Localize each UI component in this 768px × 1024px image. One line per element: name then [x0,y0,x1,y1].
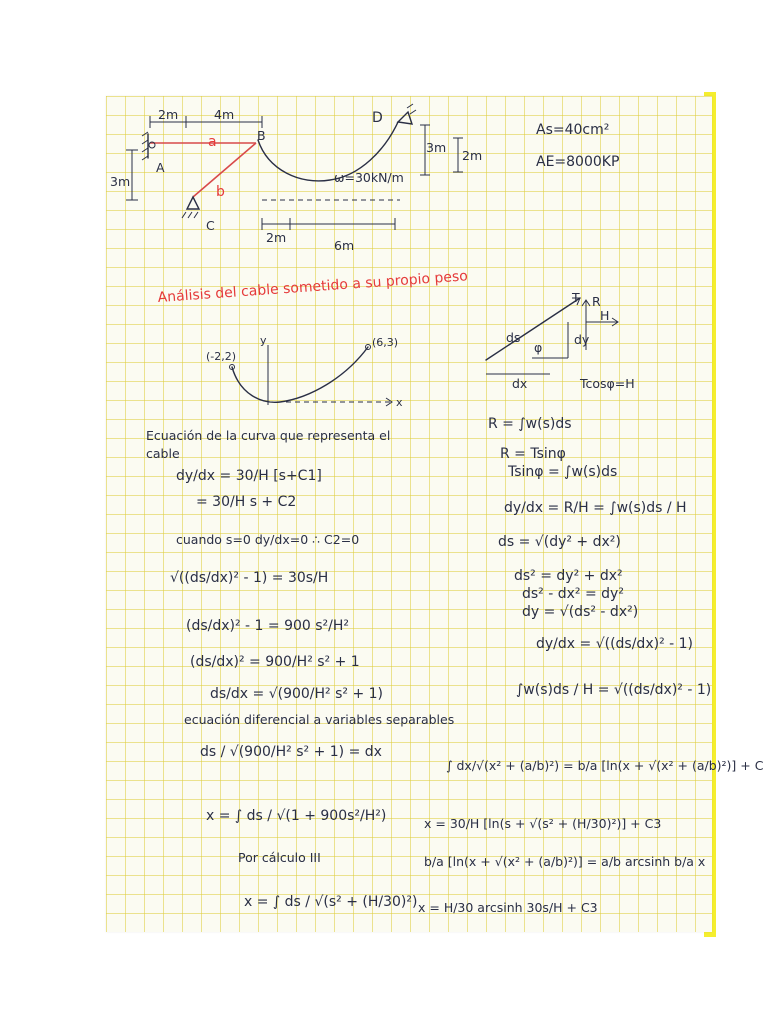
label-A: A [156,160,165,175]
axis-x-label: x [396,396,403,409]
force-H: H [600,308,610,323]
label-phi: φ [534,340,543,355]
right-line-4: dy/dx = R/H = ∫w(s)ds / H [504,500,687,516]
left-line-2: cable [146,446,180,461]
axis-y-label: y [260,334,267,347]
dim-4m-top: 4m [214,107,235,122]
dim-6m-bottom: 6m [334,238,355,253]
right-line-12: x = 30/H [ln(s + √(s² + (H/30)²)] + C3 [424,816,662,831]
force-T: T [572,290,580,305]
right-line-5: ds = √(dy² + dx²) [498,534,621,550]
label-C: C [206,218,215,233]
dim-3m-right: 3m [426,140,447,155]
dim-2m-bottom: 2m [266,230,287,245]
left-line-9: ds/dx = √(900/H² s² + 1) [210,686,384,702]
tcos-relation: Tcosφ=H [580,376,635,391]
left-line-14: x = ∫ ds / √(s² + (H/30)²) [244,894,418,910]
force-R: R [592,294,601,309]
left-line-5: cuando s=0 dy/dx=0 ∴ C2=0 [176,532,360,547]
left-line-4: = 30/H s + C2 [196,494,297,510]
right-line-10: ∫w(s)ds / H = √((ds/dx)² - 1) [516,682,712,698]
point-left: (-2,2) [206,350,237,363]
right-line-14: x = H/30 arcsinh 30s/H + C3 [418,900,598,915]
right-line-1: R = ∫w(s)ds [488,416,572,432]
label-b: b [216,184,225,200]
label-D: D [372,110,383,126]
right-line-9: dy/dx = √((ds/dx)² - 1) [536,636,694,652]
curve-sketch [206,334,403,409]
right-line-2: R = Tsinφ [500,446,566,462]
left-line-8: (ds/dx)² = 900/H² s² + 1 [190,654,360,670]
area-value: As=40cm² [536,122,610,138]
right-derivation [418,416,764,915]
left-line-3: dy/dx = 30/H [s+C1] [176,468,322,484]
label-ds: ds [506,330,521,345]
label-dy: dy [574,332,590,347]
right-line-13: b/a [ln(x + √(x² + (a/b)²)] = a/b arcsinh b/a x [424,854,706,869]
left-line-12: x = ∫ ds / √(1 + 900s²/H²) [206,808,387,824]
label-a: a [208,134,217,150]
point-right: (6,3) [372,336,399,349]
right-line-8: dy = √(ds² - dx²) [522,604,639,620]
left-line-6: √((ds/dx)² - 1) = 30s/H [170,570,329,586]
dim-2m-top: 2m [158,107,179,122]
section-heading: Análisis del cable sometido a su propio peso [157,268,469,306]
dim-3m-left: 3m [110,174,131,189]
structure-diagram [110,104,619,253]
left-line-13: Por cálculo III [238,850,321,865]
left-line-11: ds / √(900/H² s² + 1) = dx [200,744,382,760]
load-label: ω=30kN/m [334,170,404,185]
left-line-7: (ds/dx)² - 1 = 900 s²/H² [186,618,350,634]
left-line-10: ecuación diferencial a variables separables [184,712,455,727]
right-line-11: ∫ dx/√(x² + (a/b)²) = b/a [ln(x + √(x² + (a/b)²)] + C [446,758,764,773]
right-line-3: Tsinφ = ∫w(s)ds [508,464,618,480]
right-line-6: ds² = dy² + dx² [514,568,623,584]
left-line-1: Ecuación de la curva que representa el [146,428,391,443]
label-B: B [257,128,266,143]
element-sketch [486,290,635,391]
dim-2m-right: 2m [462,148,483,163]
ae-value: AE=8000KP [536,154,620,170]
right-line-7: ds² - dx² = dy² [522,586,624,602]
label-dx: dx [512,376,528,391]
left-derivation [146,428,454,910]
